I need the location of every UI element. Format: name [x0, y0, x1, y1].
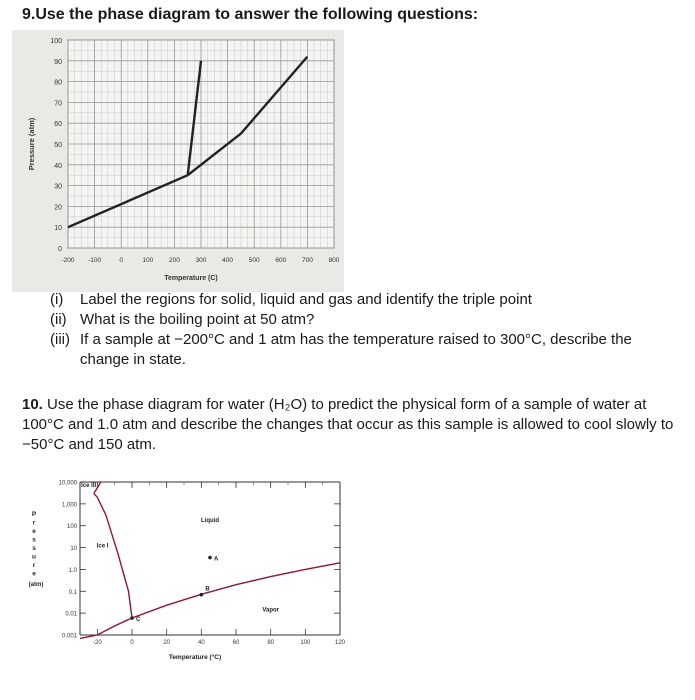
y-axis-title-letter: r — [32, 562, 36, 569]
x-tick-label: 400 — [222, 257, 234, 264]
y-tick-label: 100 — [66, 524, 77, 531]
x-tick-label: 700 — [301, 257, 313, 264]
y-tick-label: 90 — [54, 58, 62, 66]
x-axis-title: Temperature (C) — [164, 275, 218, 282]
point-marker — [130, 616, 134, 620]
x-tick-label: -200 — [61, 257, 75, 264]
x-tick-label: 60 — [232, 640, 240, 646]
x-tick-label: 500 — [248, 257, 260, 264]
x-tick-label: 800 — [328, 257, 340, 264]
phase-diagram-chart-1 — [12, 30, 344, 292]
y-tick-label: 0.001 — [61, 633, 77, 640]
y-axis-title-letter: r — [32, 519, 36, 527]
subquestion-iii — [50, 330, 680, 370]
y-tick-label: 10 — [54, 225, 62, 233]
question-10-number: 10. — [22, 396, 43, 413]
x-tick-label: 20 — [163, 640, 171, 646]
point-label: A — [214, 556, 219, 563]
y-tick-label: 80 — [54, 79, 62, 87]
subquestion-ii — [50, 310, 680, 330]
y-tick-label: 100 — [50, 38, 62, 45]
y-axis-title: Pressure (atm) — [27, 117, 36, 171]
y-tick-label: 70 — [54, 100, 62, 108]
x-tick-label: 40 — [197, 640, 205, 646]
subquestion-number: (ii) — [50, 311, 67, 328]
subquestion-text: Label the regions for solid, liquid and gas and identify the triple point — [80, 291, 532, 308]
y-tick-label: 40 — [54, 162, 62, 170]
y-tick-label: 10 — [70, 546, 77, 553]
x-axis-title: Temperature (°C) — [168, 654, 222, 661]
y-axis-title-letter: u — [32, 553, 36, 561]
region-label: Vapor — [262, 607, 280, 614]
x-tick-label: 80 — [267, 640, 275, 646]
y-tick-label: 0 — [58, 246, 62, 253]
question-9-title: 9.Use the phase diagram to answer the following questions: — [22, 6, 479, 23]
y-tick-label: 0.1 — [68, 589, 77, 596]
x-tick-label: 600 — [275, 257, 287, 264]
x-tick-label: 0 — [119, 257, 124, 264]
region-label: Ice I — [96, 543, 109, 550]
y-tick-label: 10,000 — [58, 480, 77, 487]
y-tick-label: 1,000 — [61, 502, 77, 509]
point-label: B — [205, 586, 210, 593]
x-tick-label: 120 — [334, 640, 346, 646]
y-tick-label: 60 — [54, 121, 62, 129]
point-marker — [208, 556, 212, 560]
subquestion-text: If a sample at −200°C and 1 atm has the temperature raised to 300°C, describe the change in state. — [80, 331, 632, 368]
y-tick-label: 50 — [54, 142, 62, 149]
subquestion-number: (iii) — [50, 331, 70, 348]
water-phase-diagram-chart — [20, 460, 360, 670]
question-9-subquestions — [50, 290, 680, 370]
x-tick-label: -20 — [92, 640, 102, 646]
region-label: Ice III — [81, 482, 97, 489]
y-axis-title-letter: s — [32, 536, 36, 544]
question-10-text: Use the phase diagram for water (H₂O) to predict the physical form of a sample of water at 100°C and 1.0 atm and describe the changes that occur as this sample is allowed to cool slowly to −50°C and 150 atm. — [22, 396, 674, 453]
y-axis-title-letter: e — [32, 570, 36, 578]
region-label: Liquid — [201, 517, 219, 524]
y-axis-title-letter: P — [31, 511, 37, 518]
subquestion-number: (i) — [50, 291, 64, 308]
x-tick-label: 100 — [142, 257, 154, 264]
y-axis-title-letter: s — [32, 545, 36, 552]
subquestion-i — [50, 290, 680, 310]
point-marker — [200, 593, 204, 597]
subquestion-text: What is the boiling point at 50 atm? — [80, 311, 315, 328]
x-tick-label: -100 — [88, 257, 102, 264]
x-tick-label: 200 — [168, 257, 180, 264]
y-axis-title-letter: e — [32, 528, 36, 535]
y-tick-label: 1.0 — [68, 567, 77, 574]
y-axis-unit: (atm) — [28, 582, 44, 588]
y-tick-label: 0.01 — [65, 611, 77, 618]
x-tick-label: 100 — [300, 640, 311, 646]
x-tick-label: 300 — [195, 257, 207, 264]
question-10 — [22, 395, 682, 455]
point-label: C — [136, 616, 141, 623]
y-tick-label: 30 — [54, 183, 62, 191]
x-tick-label: 0 — [130, 640, 134, 646]
y-tick-label: 20 — [54, 204, 62, 212]
